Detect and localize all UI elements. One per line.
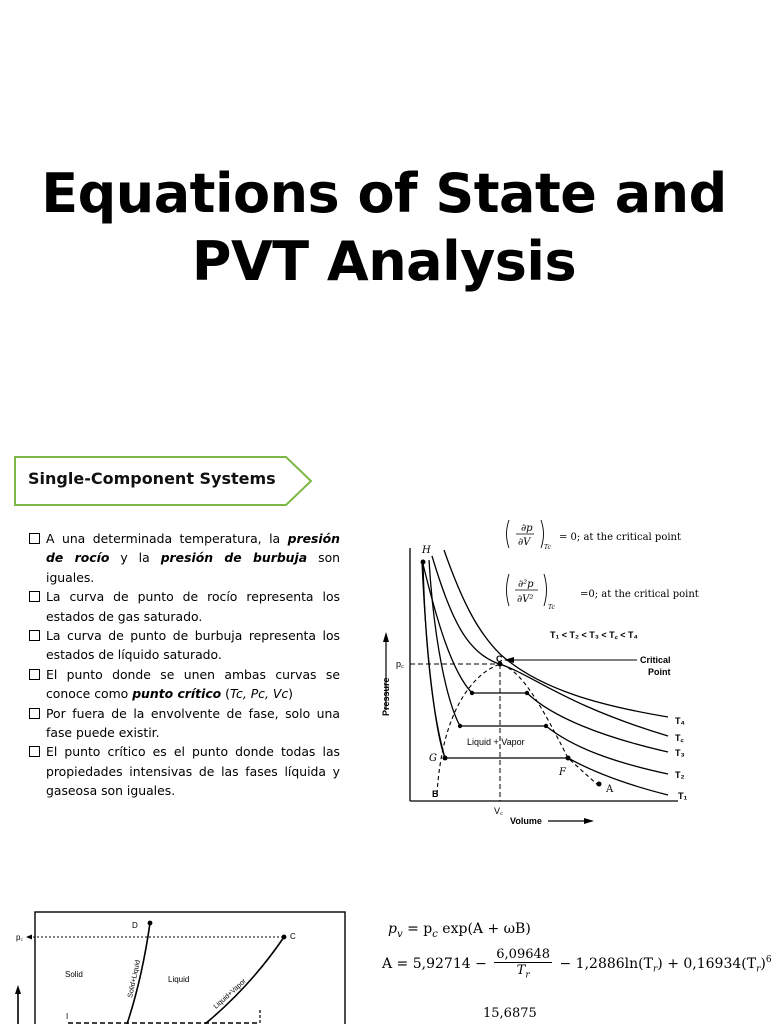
eq2-fraction: $\frac{6,09648}{T_r}$ xyxy=(496,947,551,981)
isotherm-tc xyxy=(432,556,668,736)
checkbox-bullet-icon xyxy=(29,533,40,544)
svg-text:∂p: ∂p xyxy=(521,523,533,534)
phase-diagram xyxy=(10,905,355,1024)
bullet-text: A una determinada temperatura, la xyxy=(46,531,288,546)
eq1-tail: exp(A + ωB) xyxy=(442,921,531,937)
equation-3-numerator: 15,6875 xyxy=(483,1006,537,1021)
point-f-label: F xyxy=(559,767,566,778)
bullet-text: La curva de punto de rocío representa los estados de gas saturado. xyxy=(46,589,340,624)
bullet-item xyxy=(46,665,340,704)
svg-text:Tc: Tc xyxy=(544,544,551,551)
section-banner-label: Single-Component Systems xyxy=(28,469,276,488)
point-b-label: B xyxy=(432,789,439,799)
point-a-label: A xyxy=(606,784,614,795)
equation-2: A = 5,92714 − $\frac{6,09648}{T_r}$ − $1,2886\ln(T_r) + 0,16934(T_r)^6$ xyxy=(382,947,772,981)
eq1-lhs: p xyxy=(388,921,397,937)
isotherm-label-t4: T₄ xyxy=(675,716,685,726)
bullet-text: Tc, Pc, Vc xyxy=(229,686,289,702)
region-solid-label: Solid xyxy=(65,970,83,979)
eq2-numerator: 6,09648 xyxy=(496,947,551,962)
svg-text:∂V²: ∂V² xyxy=(517,594,534,605)
title-line-1: Equations of State and xyxy=(41,162,727,225)
emphasis-term: presión de rocío xyxy=(46,531,340,566)
critical-equation-2 xyxy=(507,574,699,611)
phase-c-label: C xyxy=(290,932,296,941)
isotherm-label-t1: T₁ xyxy=(678,791,688,801)
svg-text:∂²p: ∂²p xyxy=(518,579,534,590)
temperature-order: T₁ < T₂ < T₃ < T꜀ < T₄ xyxy=(550,630,638,640)
eq2-tail-1: − 1,2886ln(T xyxy=(559,955,653,972)
critical-equation-1 xyxy=(507,520,682,551)
bullet-text: La curva de punto de burbuja representa los estados de líquido saturado. xyxy=(46,628,340,663)
phase-i-label: I xyxy=(66,1012,69,1021)
eq2-denominator: T xyxy=(516,963,526,978)
bullet-item xyxy=(46,742,340,800)
bullet-text: ( xyxy=(221,686,230,702)
checkbox-bullet-icon xyxy=(29,746,40,757)
isotherm-label-t2: T₂ xyxy=(675,770,685,780)
solid-liquid-label: Solid+Liquid xyxy=(127,959,142,999)
vc-label: V꜀ xyxy=(494,806,504,816)
bullet-item xyxy=(46,704,340,743)
eq2-tail-3: ) xyxy=(760,955,766,972)
phase-envelope xyxy=(437,664,600,794)
svg-text:∂V: ∂V xyxy=(518,537,531,548)
emphasis-term: punto crítico xyxy=(132,686,222,702)
checkbox-bullet-icon xyxy=(29,669,40,680)
point-c-label: C xyxy=(496,654,503,664)
isotherm-label-t3: T₃ xyxy=(675,748,685,758)
eq2-tail-2: ) + 0,16934(T xyxy=(657,955,757,972)
isotherm-label-tc: T꜀ xyxy=(675,733,684,743)
pc-label: p꜀ xyxy=(396,659,405,669)
bullet-item xyxy=(46,626,340,665)
phase-d-label: D xyxy=(132,921,138,930)
bullet-text: El punto donde se unen ambas curvas se conoce como xyxy=(46,666,340,702)
vapor-pressure-equations xyxy=(380,915,772,1024)
checkbox-bullet-icon xyxy=(29,708,40,719)
bullet-item xyxy=(46,529,340,587)
liquid-vapor-label: Liquid+Vapor xyxy=(212,977,248,1011)
x-axis-label: Volume xyxy=(510,816,542,826)
bullet-item xyxy=(46,587,340,626)
point-g-label: G xyxy=(429,753,437,764)
slide-title xyxy=(0,160,768,296)
critical-equation-1-text: = 0; at the critical point xyxy=(559,532,681,543)
two-phase-region-label: Liquid + Vapor xyxy=(467,737,525,747)
bullet-text: son iguales. xyxy=(46,550,340,585)
checkbox-bullet-icon xyxy=(29,591,40,602)
bullet-text: y la xyxy=(109,550,161,566)
bullet-text: ) xyxy=(288,686,293,702)
point-h-label: H xyxy=(422,545,431,556)
bullet-text: El punto crítico es el punto donde todas las propiedades intensivas de las fases líquida y gaseosa son iguales. xyxy=(46,744,340,799)
equation-1: $p_v = p_c$ exp(A + ωB) xyxy=(388,921,531,940)
emphasis-term: presión de burbuja xyxy=(160,550,308,566)
svg-text:Tc: Tc xyxy=(548,604,555,611)
region-liquid-label: Liquid xyxy=(168,975,190,984)
eq2-lhs: A = 5,92714 − xyxy=(382,955,487,972)
bullet-text: Por fuera de la envolvente de fase, solo una fase puede existir. xyxy=(46,705,340,741)
phase-pc-label: p꜀ xyxy=(16,933,24,942)
critical-equation-2-text: =0; at the critical point xyxy=(580,589,699,600)
eq2-exponent: 6 xyxy=(765,955,772,966)
critical-point-label-2: Point xyxy=(648,667,671,677)
title-line-2: PVT Analysis xyxy=(191,230,577,293)
pvt-diagram xyxy=(372,512,698,832)
eq1-rhs: = p xyxy=(407,921,433,937)
phase-diagram-frame xyxy=(35,912,345,1024)
y-axis-label: Pressure xyxy=(381,677,391,716)
critical-point-label-1: Critical xyxy=(640,655,671,665)
checkbox-bullet-icon xyxy=(29,630,40,641)
bullet-list xyxy=(46,529,340,801)
